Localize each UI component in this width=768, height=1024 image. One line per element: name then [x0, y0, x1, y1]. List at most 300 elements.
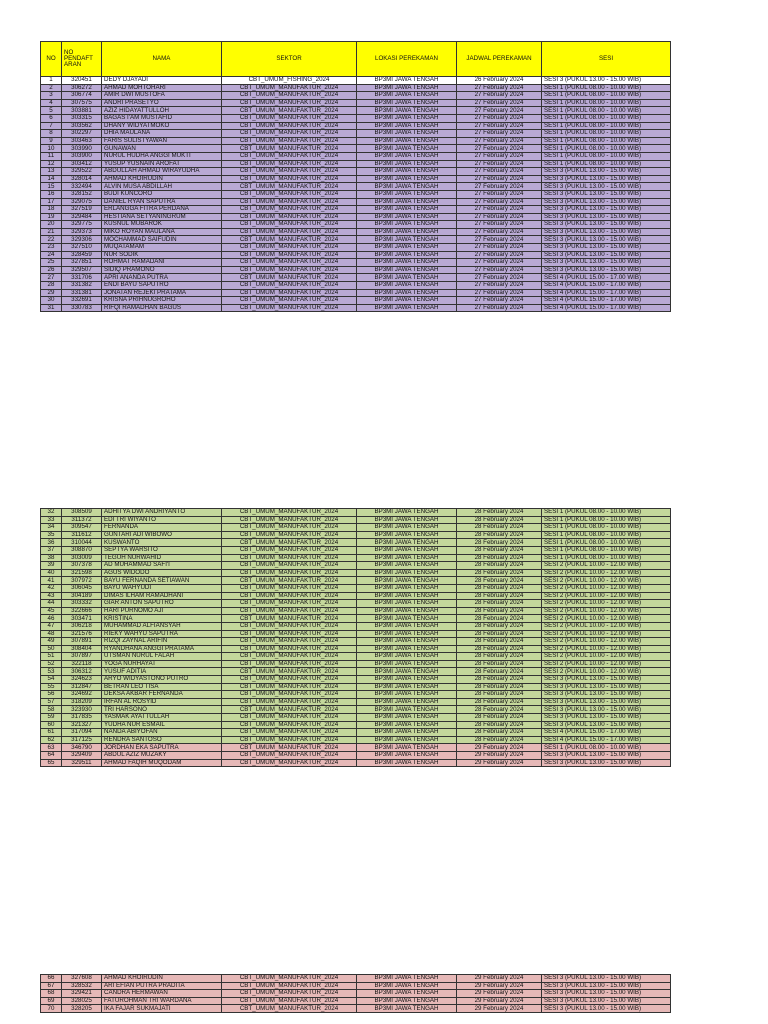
cell-schedule: 27 February 2024	[457, 114, 542, 122]
cell-schedule: 28 February 2024	[457, 524, 542, 532]
cell-location: BP3MI JAWA TENGAH	[357, 752, 457, 760]
cell-schedule: 27 February 2024	[457, 236, 542, 244]
cell-schedule: 26 February 2024	[457, 77, 542, 85]
table-row	[41, 168, 671, 176]
cell-no: 32	[41, 509, 62, 517]
cell-location: BP3MI JAWA TENGAH	[357, 714, 457, 722]
cell-name: KUSNUL MUBAROK	[102, 221, 222, 229]
cell-name: YUSUP YUSNAIN AROFAT	[102, 160, 222, 168]
cell-session: SESI 2 (PUKUL 10.00 - 12.00 WIB)	[542, 660, 671, 668]
table-row	[41, 691, 671, 699]
cell-session: SESI 4 (PUKUL 15.00 - 17.00 WIB)	[542, 729, 671, 737]
cell-location: BP3MI JAWA TENGAH	[357, 997, 457, 1005]
table-row	[41, 736, 671, 744]
cell-no: 42	[41, 584, 62, 592]
cell-no: 31	[41, 304, 62, 312]
cell-location: BP3MI JAWA TENGAH	[357, 691, 457, 699]
cell-location: BP3MI JAWA TENGAH	[357, 236, 457, 244]
cell-registration-no: 306312	[62, 668, 102, 676]
cell-location: BP3MI JAWA TENGAH	[357, 615, 457, 623]
cell-name: SEPTYA WARSITO	[102, 546, 222, 554]
cell-no: 30	[41, 297, 62, 305]
cell-location: BP3MI JAWA TENGAH	[357, 554, 457, 562]
cell-name: DIMAS ILHAM RAMADHANI	[102, 592, 222, 600]
cell-sector: CBT_UMUM_MANUFAKTUR_2024	[222, 524, 357, 532]
cell-sector: CBT_UMUM_MANUFAKTUR_2024	[222, 744, 357, 752]
cell-registration-no: 328459	[62, 251, 102, 259]
cell-session: SESI 3 (PUKUL 13.00 - 15.00 WIB)	[542, 168, 671, 176]
table-row	[41, 653, 671, 661]
cell-sector: CBT_UMUM_MANUFAKTUR_2024	[222, 546, 357, 554]
cell-no: 35	[41, 531, 62, 539]
cell-location: BP3MI JAWA TENGAH	[357, 1005, 457, 1013]
cell-registration-no: 331706	[62, 274, 102, 282]
cell-session: SESI 1 (PUKUL 08.00 - 10.00 WIB)	[542, 546, 671, 554]
cell-registration-no: 329306	[62, 236, 102, 244]
cell-name: DHIA MAULANA	[102, 130, 222, 138]
cell-sector: CBT_UMUM_MANUFAKTUR_2024	[222, 653, 357, 661]
cell-schedule: 28 February 2024	[457, 569, 542, 577]
cell-session: SESI 3 (PUKUL 13.00 - 15.00 WIB)	[542, 221, 671, 229]
cell-sector: CBT_UMUM_MANUFAKTUR_2024	[222, 1005, 357, 1013]
cell-session: SESI 1 (PUKUL 08.00 - 10.00 WIB)	[542, 84, 671, 92]
cell-schedule: 27 February 2024	[457, 183, 542, 191]
cell-schedule: 27 February 2024	[457, 99, 542, 107]
cell-registration-no: 311372	[62, 516, 102, 524]
cell-name: AHMAD KHOIRUDIN	[102, 175, 222, 183]
cell-name: BAYU FERNANDA SETIAWAN	[102, 577, 222, 585]
cell-sector: CBT_UMUM_MANUFAKTUR_2024	[222, 698, 357, 706]
cell-no: 45	[41, 607, 62, 615]
cell-session: SESI 3 (PUKUL 13.00 - 15.00 WIB)	[542, 759, 671, 767]
cell-sector: CBT_UMUM_MANUFAKTUR_2024	[222, 509, 357, 517]
table-row	[41, 274, 671, 282]
cell-name: ARYO WIDYASTONO PUTRO	[102, 676, 222, 684]
cell-no: 58	[41, 706, 62, 714]
cell-name: MUQATAMAM	[102, 244, 222, 252]
cell-location: BP3MI JAWA TENGAH	[357, 145, 457, 153]
cell-sector: CBT_UMUM_MANUFAKTUR_2024	[222, 683, 357, 691]
cell-session: SESI 4 (PUKUL 15.00 - 17.00 WIB)	[542, 297, 671, 305]
header-no: NO	[41, 42, 62, 77]
table-row	[41, 706, 671, 714]
table-row	[41, 130, 671, 138]
cell-schedule: 28 February 2024	[457, 668, 542, 676]
cell-schedule: 27 February 2024	[457, 274, 542, 282]
table-row	[41, 569, 671, 577]
cell-schedule: 28 February 2024	[457, 721, 542, 729]
table-row	[41, 236, 671, 244]
cell-location: BP3MI JAWA TENGAH	[357, 584, 457, 592]
cell-session: SESI 2 (PUKUL 10.00 - 12.00 WIB)	[542, 584, 671, 592]
table-row	[41, 251, 671, 259]
cell-no: 59	[41, 714, 62, 722]
cell-schedule: 27 February 2024	[457, 198, 542, 206]
cell-session: SESI 2 (PUKUL 10.00 - 12.00 WIB)	[542, 607, 671, 615]
cell-sector: CBT_UMUM_MANUFAKTUR_2024	[222, 668, 357, 676]
cell-session: SESI 1 (PUKUL 08.00 - 10.00 WIB)	[542, 92, 671, 100]
cell-name: AMIR DWI MUSTOFA	[102, 92, 222, 100]
cell-location: BP3MI JAWA TENGAH	[357, 183, 457, 191]
cell-name: GIAR ANTON SAPUTRO	[102, 600, 222, 608]
cell-sector: CBT_UMUM_MANUFAKTUR_2024	[222, 145, 357, 153]
cell-sector: CBT_UMUM_MANUFAKTUR_2024	[222, 584, 357, 592]
cell-no: 57	[41, 698, 62, 706]
cell-no: 22	[41, 236, 62, 244]
cell-session: SESI 3 (PUKUL 13.00 - 15.00 WIB)	[542, 259, 671, 267]
cell-no: 24	[41, 251, 62, 259]
table-row	[41, 289, 671, 297]
table-row	[41, 221, 671, 229]
cell-sector: CBT_UMUM_MANUFAKTUR_2024	[222, 752, 357, 760]
cell-no: 15	[41, 183, 62, 191]
table-row	[41, 206, 671, 214]
cell-name: RIEKY WAHYU SAPUTRA	[102, 630, 222, 638]
cell-location: BP3MI JAWA TENGAH	[357, 660, 457, 668]
cell-location: BP3MI JAWA TENGAH	[357, 546, 457, 554]
cell-registration-no: 318209	[62, 698, 102, 706]
cell-session: SESI 1 (PUKUL 08.00 - 10.00 WIB)	[542, 152, 671, 160]
cell-registration-no: 303562	[62, 122, 102, 130]
table-row	[41, 592, 671, 600]
cell-session: SESI 3 (PUKUL 13.00 - 15.00 WIB)	[542, 975, 671, 983]
cell-registration-no: 304189	[62, 592, 102, 600]
cell-registration-no: 329421	[62, 990, 102, 998]
cell-session: SESI 4 (PUKUL 15.00 - 17.00 WIB)	[542, 274, 671, 282]
cell-no: 19	[41, 213, 62, 221]
cell-schedule: 28 February 2024	[457, 509, 542, 517]
cell-schedule: 28 February 2024	[457, 660, 542, 668]
cell-no: 8	[41, 130, 62, 138]
cell-registration-no: 306774	[62, 92, 102, 100]
cell-session: SESI 3 (PUKUL 13.00 - 15.00 WIB)	[542, 990, 671, 998]
table-row	[41, 524, 671, 532]
cell-sector: CBT_UMUM_MANUFAKTUR_2024	[222, 607, 357, 615]
cell-no: 41	[41, 577, 62, 585]
cell-location: BP3MI JAWA TENGAH	[357, 562, 457, 570]
cell-location: BP3MI JAWA TENGAH	[357, 221, 457, 229]
cell-session: SESI 1 (PUKUL 08.00 - 10.00 WIB)	[542, 114, 671, 122]
table-row	[41, 304, 671, 312]
cell-sector: CBT_UMUM_MANUFAKTUR_2024	[222, 168, 357, 176]
cell-sector: CBT_UMUM_MANUFAKTUR_2024	[222, 638, 357, 646]
cell-schedule: 27 February 2024	[457, 266, 542, 274]
cell-session: SESI 2 (PUKUL 10.00 - 12.00 WIB)	[542, 645, 671, 653]
cell-no: 29	[41, 289, 62, 297]
cell-no: 11	[41, 152, 62, 160]
header-session: SESI	[542, 42, 671, 77]
cell-schedule: 28 February 2024	[457, 562, 542, 570]
cell-no: 1	[41, 77, 62, 85]
cell-registration-no: 317094	[62, 729, 102, 737]
cell-name: ABDUL AZIZ MUZAKY	[102, 752, 222, 760]
cell-schedule: 29 February 2024	[457, 982, 542, 990]
cell-schedule: 28 February 2024	[457, 615, 542, 623]
cell-name: AD MUHAMMAD SAFI'I	[102, 562, 222, 570]
cell-location: BP3MI JAWA TENGAH	[357, 683, 457, 691]
cell-location: BP3MI JAWA TENGAH	[357, 975, 457, 983]
cell-location: BP3MI JAWA TENGAH	[357, 622, 457, 630]
cell-schedule: 28 February 2024	[457, 600, 542, 608]
table-row	[41, 990, 671, 998]
cell-name: ANDRI PRASETYO	[102, 99, 222, 107]
cell-no: 70	[41, 1005, 62, 1013]
cell-name: EDI TRI WIYANTO	[102, 516, 222, 524]
cell-registration-no: 320451	[62, 77, 102, 85]
cell-name: BETRAN LEO TISA	[102, 683, 222, 691]
header-schedule: JADWAL PEREKAMAN	[457, 42, 542, 77]
cell-session: SESI 2 (PUKUL 10.00 - 12.00 WIB)	[542, 562, 671, 570]
cell-name: KRISTINA	[102, 615, 222, 623]
cell-sector: CBT_UMUM_MANUFAKTUR_2024	[222, 691, 357, 699]
table-row	[41, 584, 671, 592]
cell-registration-no: 328152	[62, 190, 102, 198]
cell-session: SESI 2 (PUKUL 10.00 - 12.00 WIB)	[542, 577, 671, 585]
cell-session: SESI 1 (PUKUL 08.00 - 10.00 WIB)	[542, 744, 671, 752]
table-row	[41, 546, 671, 554]
cell-registration-no: 307575	[62, 99, 102, 107]
table-row	[41, 698, 671, 706]
cell-location: BP3MI JAWA TENGAH	[357, 282, 457, 290]
table-row	[41, 744, 671, 752]
cell-no: 25	[41, 259, 62, 267]
cell-no: 61	[41, 729, 62, 737]
cell-name: DHANY WIDYATMOKO	[102, 122, 222, 130]
cell-no: 3	[41, 92, 62, 100]
cell-registration-no: 322118	[62, 660, 102, 668]
cell-no: 34	[41, 524, 62, 532]
cell-session: SESI 3 (PUKUL 13.00 - 15.00 WIB)	[542, 698, 671, 706]
cell-session: SESI 3 (PUKUL 13.00 - 15.00 WIB)	[542, 721, 671, 729]
cell-registration-no: 303009	[62, 554, 102, 562]
table-row	[41, 99, 671, 107]
table-row	[41, 531, 671, 539]
cell-session: SESI 1 (PUKUL 08.00 - 10.00 WIB)	[542, 524, 671, 532]
cell-location: BP3MI JAWA TENGAH	[357, 160, 457, 168]
header-registration-no: NO PENDAFT ARAN	[62, 42, 102, 77]
cell-registration-no: 308870	[62, 546, 102, 554]
cell-session: SESI 2 (PUKUL 10.00 - 12.00 WIB)	[542, 668, 671, 676]
cell-schedule: 29 February 2024	[457, 997, 542, 1005]
cell-schedule: 28 February 2024	[457, 592, 542, 600]
cell-session: SESI 1 (PUKUL 08.00 - 10.00 WIB)	[542, 509, 671, 517]
cell-sector: CBT_UMUM_MANUFAKTUR_2024	[222, 676, 357, 684]
cell-session: SESI 1 (PUKUL 08.00 - 10.00 WIB)	[542, 531, 671, 539]
cell-sector: CBT_UMUM_MANUFAKTUR_2024	[222, 274, 357, 282]
cell-schedule: 29 February 2024	[457, 1005, 542, 1013]
table-row	[41, 175, 671, 183]
cell-registration-no: 312847	[62, 683, 102, 691]
cell-location: BP3MI JAWA TENGAH	[357, 77, 457, 85]
cell-name: RYANDHANA ANGGI PRATAMA	[102, 645, 222, 653]
cell-no: 40	[41, 569, 62, 577]
cell-location: BP3MI JAWA TENGAH	[357, 668, 457, 676]
header-sector: SEKTOR	[222, 42, 357, 77]
cell-registration-no: 303990	[62, 145, 102, 153]
cell-registration-no: 327608	[62, 975, 102, 983]
cell-registration-no: 346790	[62, 744, 102, 752]
cell-registration-no: 331382	[62, 282, 102, 290]
cell-sector: CBT_UMUM_MANUFAKTUR_2024	[222, 645, 357, 653]
cell-schedule: 27 February 2024	[457, 228, 542, 236]
table-row	[41, 600, 671, 608]
cell-name: MOCHAMMAD SAIFUDIN	[102, 236, 222, 244]
cell-no: 49	[41, 638, 62, 646]
table-row	[41, 1005, 671, 1013]
cell-registration-no: 329507	[62, 266, 102, 274]
cell-name: GUNTARI ADI WIBOWO	[102, 531, 222, 539]
cell-no: 2	[41, 84, 62, 92]
cell-registration-no: 332494	[62, 183, 102, 191]
cell-location: BP3MI JAWA TENGAH	[357, 137, 457, 145]
cell-session: SESI 4 (PUKUL 15.00 - 17.00 WIB)	[542, 736, 671, 744]
cell-sector: CBT_UMUM_MANUFAKTUR_2024	[222, 198, 357, 206]
cell-sector: CBT_UMUM_MANUFAKTUR_2024	[222, 997, 357, 1005]
cell-sector: CBT_UMUM_MANUFAKTUR_2024	[222, 531, 357, 539]
cell-no: 52	[41, 660, 62, 668]
schedule-table-3	[40, 974, 671, 1013]
cell-schedule: 28 February 2024	[457, 706, 542, 714]
cell-schedule: 27 February 2024	[457, 251, 542, 259]
cell-sector: CBT_UMUM_MANUFAKTUR_2024	[222, 130, 357, 138]
cell-location: BP3MI JAWA TENGAH	[357, 152, 457, 160]
cell-registration-no: 317125	[62, 736, 102, 744]
cell-registration-no: 306272	[62, 84, 102, 92]
cell-registration-no: 328205	[62, 1005, 102, 1013]
cell-registration-no: 303463	[62, 137, 102, 145]
table-row	[41, 562, 671, 570]
cell-schedule: 27 February 2024	[457, 175, 542, 183]
cell-session: SESI 3 (PUKUL 13.00 - 15.00 WIB)	[542, 198, 671, 206]
cell-no: 69	[41, 997, 62, 1005]
cell-registration-no: 329373	[62, 228, 102, 236]
cell-schedule: 27 February 2024	[457, 244, 542, 252]
cell-session: SESI 1 (PUKUL 08.00 - 10.00 WIB)	[542, 99, 671, 107]
table-row	[41, 975, 671, 983]
cell-name: GUNAWAN	[102, 145, 222, 153]
cell-sector: CBT_UMUM_MANUFAKTUR_2024	[222, 228, 357, 236]
table-row	[41, 244, 671, 252]
cell-schedule: 28 February 2024	[457, 622, 542, 630]
cell-no: 5	[41, 107, 62, 115]
cell-sector: CBT_UMUM_MANUFAKTUR_2024	[222, 289, 357, 297]
cell-session: SESI 3 (PUKUL 13.00 - 15.00 WIB)	[542, 206, 671, 214]
table-row	[41, 997, 671, 1005]
cell-sector: CBT_UMUM_MANUFAKTUR_2024	[222, 152, 357, 160]
cell-no: 51	[41, 653, 62, 661]
cell-name: JONATAN REJEKI PRATAMA	[102, 289, 222, 297]
table-row	[41, 622, 671, 630]
cell-schedule: 27 February 2024	[457, 259, 542, 267]
cell-schedule: 28 February 2024	[457, 638, 542, 646]
cell-registration-no: 310044	[62, 539, 102, 547]
table-row	[41, 183, 671, 191]
cell-location: BP3MI JAWA TENGAH	[357, 990, 457, 998]
cell-no: 26	[41, 266, 62, 274]
table-row	[41, 509, 671, 517]
cell-registration-no: 307972	[62, 577, 102, 585]
table-row	[41, 539, 671, 547]
table-row	[41, 516, 671, 524]
cell-session: SESI 3 (PUKUL 13.00 - 15.00 WIB)	[542, 997, 671, 1005]
cell-name: RENDRA SANTOSO	[102, 736, 222, 744]
cell-location: BP3MI JAWA TENGAH	[357, 607, 457, 615]
cell-no: 9	[41, 137, 62, 145]
cell-name: FATUROHMAN TRI WARDANA	[102, 997, 222, 1005]
cell-location: BP3MI JAWA TENGAH	[357, 569, 457, 577]
cell-location: BP3MI JAWA TENGAH	[357, 274, 457, 282]
cell-sector: CBT_UMUM_MANUFAKTUR_2024	[222, 539, 357, 547]
cell-sector: CBT_UMUM_MANUFAKTUR_2024	[222, 706, 357, 714]
table-row	[41, 721, 671, 729]
cell-sector: CBT_UMUM_MANUFAKTUR_2024	[222, 577, 357, 585]
cell-sector: CBT_UMUM_MANUFAKTUR_2024	[222, 137, 357, 145]
cell-session: SESI 2 (PUKUL 10.00 - 12.00 WIB)	[542, 592, 671, 600]
cell-name: FERNANDA	[102, 524, 222, 532]
table-row	[41, 266, 671, 274]
cell-location: BP3MI JAWA TENGAH	[357, 175, 457, 183]
cell-location: BP3MI JAWA TENGAH	[357, 524, 457, 532]
cell-registration-no: 321327	[62, 721, 102, 729]
cell-name: ERLANGGA FITRA PERDANA	[102, 206, 222, 214]
cell-location: BP3MI JAWA TENGAH	[357, 729, 457, 737]
cell-name: AZIZ HIDAYATTULLOH	[102, 107, 222, 115]
cell-name: RIFQI RAMADHAN BAGUS	[102, 304, 222, 312]
cell-no: 10	[41, 145, 62, 153]
cell-schedule: 27 February 2024	[457, 160, 542, 168]
cell-registration-no: 331381	[62, 289, 102, 297]
cell-registration-no: 307897	[62, 653, 102, 661]
table-row	[41, 282, 671, 290]
cell-registration-no: 327519	[62, 206, 102, 214]
cell-sector: CBT_UMUM_FISHING_2024	[222, 77, 357, 85]
cell-registration-no: 332691	[62, 297, 102, 305]
cell-registration-no: 307378	[62, 562, 102, 570]
cell-name: ALVIN MUSA ABDILLAH	[102, 183, 222, 191]
cell-location: BP3MI JAWA TENGAH	[357, 736, 457, 744]
table-row	[41, 615, 671, 623]
cell-sector: CBT_UMUM_MANUFAKTUR_2024	[222, 975, 357, 983]
cell-session: SESI 3 (PUKUL 13.00 - 15.00 WIB)	[542, 982, 671, 990]
table-row	[41, 77, 671, 85]
cell-name: AHMAD MOHTOHARI	[102, 84, 222, 92]
cell-schedule: 28 February 2024	[457, 736, 542, 744]
cell-name: KUSWANTO	[102, 539, 222, 547]
cell-schedule: 27 February 2024	[457, 289, 542, 297]
cell-no: 39	[41, 562, 62, 570]
cell-session: SESI 3 (PUKUL 13.00 - 15.00 WIB)	[542, 190, 671, 198]
cell-sector: CBT_UMUM_MANUFAKTUR_2024	[222, 660, 357, 668]
cell-session: SESI 1 (PUKUL 08.00 - 10.00 WIB)	[542, 554, 671, 562]
cell-name: DANIEL RYAN SAPUTRA	[102, 198, 222, 206]
table-row	[41, 630, 671, 638]
cell-sector: CBT_UMUM_MANUFAKTUR_2024	[222, 190, 357, 198]
table-row	[41, 259, 671, 267]
cell-session: SESI 3 (PUKUL 13.00 - 15.00 WIB)	[542, 683, 671, 691]
cell-session: SESI 3 (PUKUL 13.00 - 15.00 WIB)	[542, 752, 671, 760]
cell-no: 21	[41, 228, 62, 236]
cell-sector: CBT_UMUM_MANUFAKTUR_2024	[222, 592, 357, 600]
cell-schedule: 27 February 2024	[457, 297, 542, 305]
cell-sector: CBT_UMUM_MANUFAKTUR_2024	[222, 516, 357, 524]
cell-session: SESI 4 (PUKUL 15.00 - 17.00 WIB)	[542, 289, 671, 297]
cell-sector: CBT_UMUM_MANUFAKTUR_2024	[222, 736, 357, 744]
cell-name: BUDI KUNCORO	[102, 190, 222, 198]
cell-session: SESI 1 (PUKUL 08.00 - 10.00 WIB)	[542, 122, 671, 130]
cell-schedule: 27 February 2024	[457, 130, 542, 138]
cell-schedule: 27 February 2024	[457, 221, 542, 229]
cell-schedule: 29 February 2024	[457, 975, 542, 983]
